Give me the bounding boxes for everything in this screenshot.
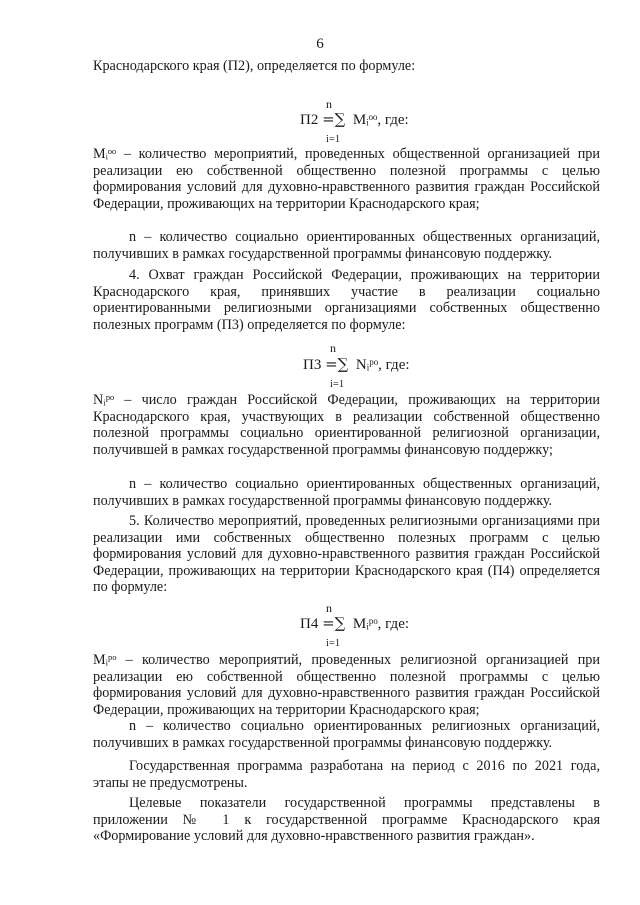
- item-4-paragraph: 4. Охват граждан Российской Федерации, проживающих на территории Краснодарского края, принявших участие в реализации социально ориентированными религиозными организациями собственных общественно полезных программ (П3) определяется по формуле:: [93, 267, 600, 333]
- intro-line: Краснодарского края (П2), определяется по формуле:: [93, 58, 416, 74]
- formula-p4-term: Mᵢᵖᵒ: [352, 616, 378, 632]
- formula-p3-expression: [303, 356, 410, 374]
- formula-p3-term: Nᵢᵖᵒ: [355, 357, 379, 373]
- formula-p3-upper-limit: n: [330, 341, 336, 355]
- formula-p2-upper-limit: n: [326, 97, 332, 111]
- formula-p2-lower-limit: i=1: [326, 134, 341, 145]
- formula-p3: [0, 340, 640, 392]
- formula-p3-tail: , где:: [378, 357, 410, 373]
- item-5-paragraph: 5. Количество мероприятий, проведенных религиозными организациями при реализации ими собственных общественно полезных программ с целью формирования условий для духовно-нравственного развития граждан Российской Федерации, проживающих на территории Краснодарского края (П4) определяется по формуле:: [93, 513, 600, 596]
- definition-n-public-orgs-2: n – количество социально ориентированных общественных организаций, получивших в рамках государственной программы финансовую поддержку.: [93, 476, 600, 509]
- formula-p2: [0, 96, 640, 148]
- definition-n-po: Nᵢᵖᵒ – число граждан Российской Федерации, проживающих на территории Краснодарского края, участвующих в реализации собственной общественно полезной программы социально ориентированной религиозной организации, получившей в рамках государственной программы финансовую поддержку;: [93, 392, 600, 458]
- program-period-paragraph: Государственная программа разработана на период с 2016 по 2021 года, этапы не предусмотрены.: [93, 758, 600, 791]
- formula-p2-term: Mᵢᵒᵒ: [352, 112, 378, 128]
- formula-p4-lower-limit: i=1: [326, 638, 341, 649]
- definition-m-oo: Mᵢᵒᵒ – количество мероприятий, проведенных общественной организацией при реализации ею собственной общественно полезной программы с целью формирования условий для духовно-нравственного развития граждан Российской Федерации, проживающих на территории Краснодарского края;: [93, 146, 600, 212]
- target-indicators-paragraph: Целевые показатели государственной программы представлены в приложении № 1 к государственной программе Краснодарского края «Формирование условий для духовно-нравственного развития граждан».: [93, 795, 600, 845]
- formula-p2-tail: , где:: [377, 112, 409, 128]
- formula-p4-sum: =∑: [322, 614, 346, 632]
- formula-p4-upper-limit: n: [326, 601, 332, 615]
- formula-p3-lhs: П3: [303, 357, 322, 373]
- page-number: 6: [316, 36, 324, 52]
- formula-p2-expression: [300, 111, 409, 129]
- definition-m-po: Mᵢᵖᵒ – количество мероприятий, проведенных религиозной организацией при реализации ею собственной общественно полезной программы с целью формирования условий для духовно-нравственного развития граждан Российской Федерации, проживающих на территории Краснодарского края;: [93, 652, 600, 718]
- formula-p4-lhs: П4: [300, 616, 319, 632]
- formula-p4-expression: [300, 615, 409, 633]
- formula-p4: [0, 600, 640, 652]
- formula-p2-sum: =∑: [322, 110, 346, 128]
- definition-n-public-orgs: n – количество социально ориентированных общественных организаций, получивших в рамках государственной программы финансовую поддержку.: [93, 229, 600, 262]
- formula-p2-lhs: П2: [300, 112, 319, 128]
- definition-n-religious-orgs: n – количество социально ориентированных религиозных организаций, получивших в рамках государственной программы финансовую поддержку.: [93, 718, 600, 751]
- formula-p3-lower-limit: i=1: [330, 379, 345, 390]
- formula-p4-tail: , где:: [377, 616, 410, 632]
- formula-p3-sum: =∑: [325, 355, 349, 373]
